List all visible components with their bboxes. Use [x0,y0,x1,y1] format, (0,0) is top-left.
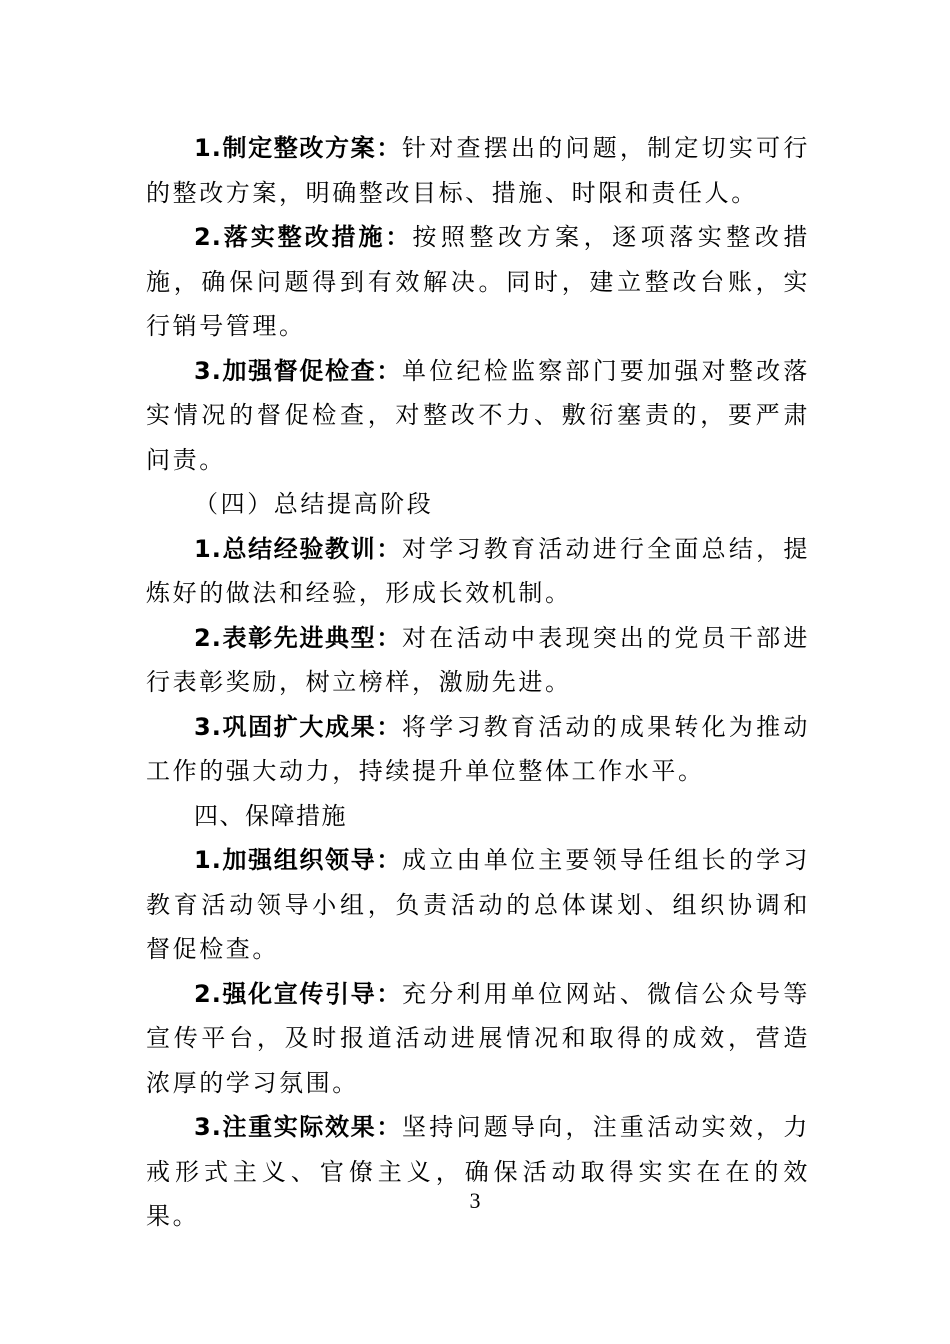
page-number: 3 [469,1188,481,1213]
item-lead: 3.巩固扩大成果： [194,712,402,741]
item-lead: 1.制定整改方案： [194,134,402,162]
commend-models-item [146,616,810,705]
rectification-plan-item [146,126,810,215]
item-lead: 2.落实整改措施： [194,223,413,251]
publicity-item [146,972,810,1106]
item-text: 单位纪检监察部门要加强对整改落实情况的督促检查，对整改不力、敷衍塞责的，要严肃问责。 [146,356,811,474]
item-lead: 2.表彰先进典型： [194,623,402,652]
item-text: 将学习教育活动的成果转化为推动工作的强大动力，持续提升单位整体工作水平。 [146,712,811,785]
item-lead: 3.加强督促检查： [194,356,402,385]
subheading-summary-stage: （四）总结提高阶段 [194,490,434,518]
supervision-item [146,349,810,483]
practical-effect-item [146,1105,810,1239]
summarize-experience-item [146,527,810,616]
document-body [146,126,810,1239]
rectification-measures-item [146,215,810,349]
item-lead: 1.总结经验教训： [194,534,402,563]
item-lead: 1.加强组织领导： [194,846,402,874]
item-text: 对学习教育活动进行全面总结，提炼好的做法和经验，形成长效机制。 [146,534,811,607]
item-text: 成立由单位主要领导任组长的学习教育活动领导小组，负责活动的总体谋划、组织协调和督促检查。 [146,846,811,963]
leadership-item [146,838,810,972]
item-text: 充分利用单位网站、微信公众号等宣传平台，及时报道活动进展情况和取得的成效，营造浓厚的学习氛围。 [146,979,811,1097]
item-text: 对在活动中表现突出的党员干部进行表彰奖励，树立榜样，激励先进。 [146,623,811,696]
item-lead: 3.注重实际效果： [194,1113,402,1141]
item-text: 坚持问题导向，注重活动实效，力戒形式主义、官僚主义，确保活动取得实实在在的效果。 [146,1113,811,1230]
item-text: 针对查摆出的问题，制定切实可行的整改方案，明确整改目标、措施、时限和责任人。 [146,134,811,207]
item-text: 按照整改方案，逐项落实整改措施，确保问题得到有效解决。同时，建立整改台账，实行销号管理。 [146,223,810,340]
section-heading-safeguards: 四、保障措施 [194,801,347,830]
consolidate-results-item [146,705,810,794]
item-lead: 2.强化宣传引导： [194,979,402,1008]
